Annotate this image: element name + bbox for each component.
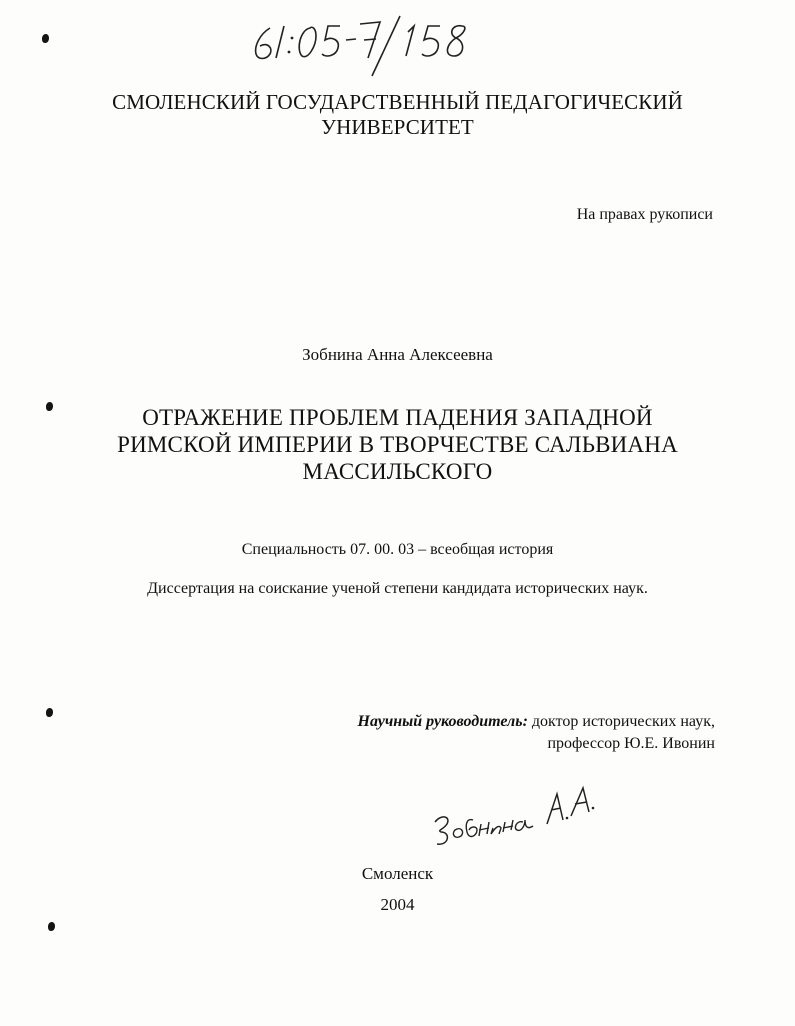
punch-hole-mark: [42, 34, 49, 43]
author-signature: [425, 772, 615, 852]
supervisor-label: Научный руководитель:: [357, 713, 528, 730]
manuscript-note: На правах рукописи: [576, 206, 713, 223]
speciality-line: Специальность 07. 00. 03 – всеобщая история: [241, 541, 554, 558]
handwritten-catalog-mark: [240, 10, 510, 82]
author-name: Зобнина Анна Алексеевна: [302, 345, 493, 364]
university-line-1: СМОЛЕНСКИЙ ГОСУДАРСТВЕННЫЙ ПЕДАГОГИЧЕСКИЙ: [112, 90, 683, 114]
city: Смоленск: [361, 864, 434, 883]
title-line-1: ОТРАЖЕНИЕ ПРОБЛЕМ ПАДЕНИЯ ЗАПАДНОЙ: [142, 405, 653, 430]
university-name: [0, 90, 795, 140]
title-line-3: МАССИЛЬСКОГО: [302, 459, 493, 484]
dissertation-title: [0, 404, 795, 485]
year: 2004: [380, 895, 415, 914]
title-line-2: РИМСКОЙ ИМПЕРИИ В ТВОРЧЕСТВЕ САЛЬВИАНА: [117, 432, 678, 457]
supervisor-degree: доктор исторических наук,: [531, 713, 715, 730]
punch-hole-mark: [48, 922, 55, 931]
supervisor-block: [358, 711, 715, 755]
supervisor-name: профессор Ю.Е. Ивонин: [547, 735, 715, 752]
university-line-2: УНИВЕРСИТЕТ: [321, 115, 474, 139]
supervisor-line-1: [358, 711, 715, 733]
handwritten-signature: [425, 772, 615, 852]
catalog-number-handwritten: [240, 10, 510, 82]
punch-hole-mark: [46, 708, 53, 717]
degree-line: Диссертация на соискание ученой степени кандидата исторических наук.: [147, 580, 648, 597]
